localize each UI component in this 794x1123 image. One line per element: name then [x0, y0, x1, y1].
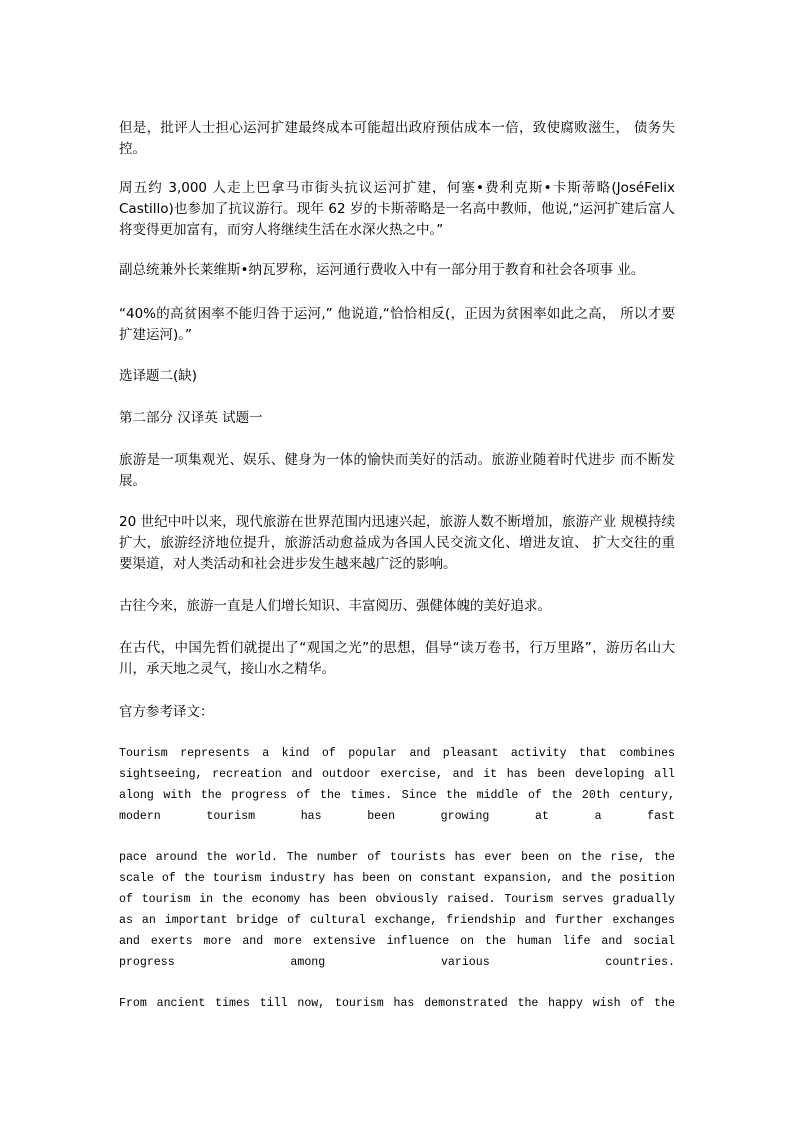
english-paragraph: pace around the world. The number of tourists has ever been on the rise, the scale of the tourism industry has been on constant expansion, and the position of tourism in the economy has been obviously raised. Tourism serves gradually as an important bridge of cultural exchange, friendship and further exchanges and exerts more and more extensive influence on the human life and social progress among various countries. [119, 851, 675, 969]
paragraph-ancient-china: 在古代，中国先哲们就提出了“观国之光”的思想，倡导“读万卷书，行万里路”，游历名山大川，承天地之灵气，接山水之精华。 [119, 640, 675, 677]
english-paragraph: From ancient times till now, tourism has demonstrated the happy wish of the [119, 997, 675, 1010]
paragraph-protest: 周五约 3,000 人走上巴拿马市街头抗议运河扩建，何塞•费利克斯•卡斯蒂略(JoséFelix Castillo)也参加了抗议游行。现年 62 岁的卡斯蒂略是一名高中教师，他说,“运河扩建后富人将变得更加富有，而穷人将继续生活在水深火热之中。” [119, 180, 675, 238]
paragraph-tourism-intro: 旅游是一项集观光、娱乐、健身为一体的愉快而美好的活动。旅游业随着时代进步 而不断发展。 [119, 452, 675, 489]
paragraph-critics-concern: 但是，批评人士担心运河扩建最终成本可能超出政府预估成本一倍，致使腐败滋生， 债务失控。 [119, 120, 675, 157]
paragraph-poverty-quote: “40%的高贫困率不能归咎于运河,” 他说道,“恰恰相反(，正因为贫困率如此之高， 所以才要扩建运河)。” [119, 306, 675, 343]
paragraph-modern-tourism: 20 世纪中叶以来，现代旅游在世界范围内迅速兴起，旅游人数不断增加，旅游产业 规模持续扩大，旅游经济地位提升，旅游活动愈益成为各国人民交流文化、增进友谊、 扩大交往的重要渠道，对人类活动和社会进步发生越来越广泛的影响。 [119, 514, 675, 572]
section-heading-part-two: 第二部分 汉译英 试题一 [119, 410, 263, 426]
reference-translation-heading: 官方参考译文： [119, 704, 214, 720]
english-paragraph: Tourism represents a kind of popular and pleasant activity that combines sightseeing, recreation and outdoor exercise, and it has been developing all along with the progress of the times. Since the middle of the 20th century, modern tourism has been growing at a fast [119, 747, 675, 823]
paragraph-vice-president: 副总统兼外长莱维斯•纳瓦罗称，运河通行费收入中有一部分用于教育和社会各项事 业。 [119, 262, 645, 278]
paragraph-pursuit: 古往今来，旅游一直是人们增长知识、丰富阅历、强健体魄的美好追求。 [119, 598, 551, 614]
section-heading-option-two: 选译题二(缺) [119, 368, 198, 384]
